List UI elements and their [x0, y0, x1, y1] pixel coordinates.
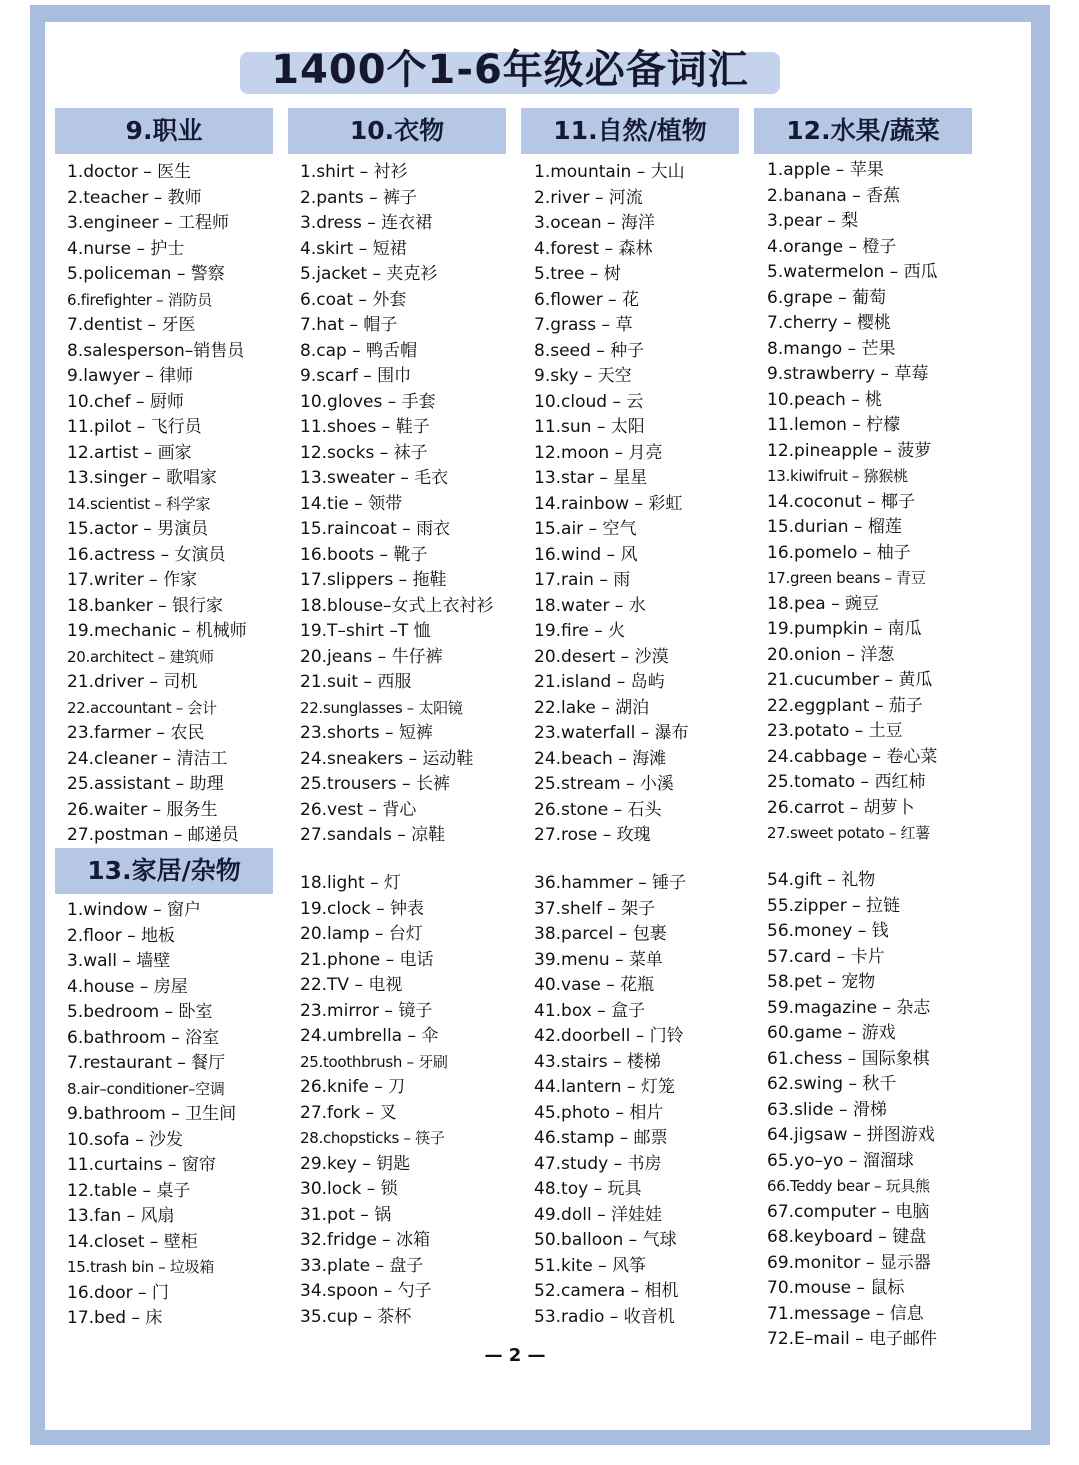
vocab-item: 26.carrot – 胡萝卜: [767, 797, 915, 818]
vocab-item: 50.balloon – 气球: [534, 1230, 677, 1250]
vocab-item: 33.plate – 盘子: [300, 1255, 424, 1276]
vocab-item: 6.flower – 花: [534, 289, 639, 310]
vocab-item: 14.rainbow – 彩虹: [534, 493, 683, 514]
vocab-item: 24.beach – 海滩: [534, 748, 667, 769]
vocab-item: 10.peach – 桃: [767, 389, 883, 410]
vocab-item: 39.menu – 菜单: [534, 949, 663, 970]
vocab-item: 40.vase – 花瓶: [534, 975, 655, 995]
vocab-item: 17.slippers – 拖鞋: [300, 570, 447, 590]
vocab-item: 12.moon – 月亮: [534, 442, 663, 463]
vocab-item: 9.sky – 天空: [534, 366, 632, 386]
vocab-item: 62.swing – 秋千: [767, 1074, 897, 1094]
vocab-item: 23.farmer – 农民: [67, 723, 205, 743]
vocab-item: 13.kiwifruit – 猕猴桃: [767, 467, 908, 485]
vocab-item: 72.E–mail – 电子邮件: [767, 1329, 938, 1349]
vocab-item: 6.grape – 葡萄: [767, 287, 886, 308]
vocab-item: 56.money – 钱: [767, 921, 889, 941]
vocab-item: 10.sofa – 沙发: [67, 1129, 184, 1150]
vocab-item: 63.slide – 滑梯: [767, 1099, 887, 1120]
vocab-item: 11.pilot – 飞行员: [67, 417, 202, 437]
vocab-item: 70.mouse – 鼠标: [767, 1278, 905, 1298]
vocab-item: 24.cleaner – 清洁工: [67, 748, 228, 769]
vocab-item: 15.air – 空气: [534, 519, 637, 539]
vocab-item: 12.table – 桌子: [67, 1180, 191, 1201]
page-number: — 2 —: [484, 1345, 546, 1366]
vocab-item: 27.sweet potato – 红薯: [767, 824, 930, 842]
vocab-item: 11.lemon – 柠檬: [767, 415, 901, 435]
vocab-item: 5.bedroom – 卧室: [67, 1002, 213, 1022]
vocab-item: 49.doll – 洋娃娃: [534, 1204, 662, 1225]
word-list-fruits: [767, 158, 987, 847]
vocab-item: 15.durian – 榴莲: [767, 517, 902, 537]
vocab-item: 2.pants – 裤子: [300, 187, 418, 208]
vocab-item: 4.house – 房屋: [67, 976, 188, 997]
vocab-item: 18.pea – 豌豆: [767, 593, 880, 614]
vocab-item: 27.postman – 邮递员: [67, 825, 239, 845]
vocab-item: 5.policeman – 警察: [67, 264, 225, 284]
section-heading-nature: 11.自然/植物: [521, 108, 739, 154]
vocab-item: 14.coconut – 椰子: [767, 491, 916, 512]
vocab-item: 1.shirt – 衬衫: [300, 162, 408, 182]
vocab-item: 11.shoes – 鞋子: [300, 417, 430, 437]
vocab-item: 10.cloud – 云: [534, 391, 644, 412]
vocab-item: 32.fridge – 冰箱: [300, 1230, 431, 1250]
vocab-item: 17.bed – 床: [67, 1308, 163, 1328]
vocab-item: 22.accountant – 会计: [67, 698, 217, 717]
vocab-item: 23.mirror – 镜子: [300, 1000, 433, 1021]
vocab-item: 18.water – 水: [534, 595, 646, 616]
vocab-item: 1.mountain – 大山: [534, 162, 685, 182]
vocab-item: 21.driver – 司机: [67, 672, 198, 692]
vocab-item: 45.photo – 相片: [534, 1102, 664, 1123]
vocab-item: 30.lock – 锁: [300, 1179, 398, 1199]
vocab-item: 3.engineer – 工程师: [67, 213, 229, 233]
vocab-item: 7.dentist – 牙医: [67, 315, 196, 335]
vocab-item: 17.writer – 作家: [67, 570, 198, 590]
section-heading-jobs: 9.职业: [55, 108, 273, 154]
word-list-home-continued-1: [300, 871, 515, 1330]
vocab-item: 65.yo–yo – 溜溜球: [767, 1150, 914, 1171]
vocab-item: 19.fire – 火: [534, 621, 626, 641]
section-heading-clothes: 10.衣物: [288, 108, 506, 154]
vocab-item: 3.dress – 连衣裙: [300, 213, 433, 233]
vocab-item: 26.knife – 刀: [300, 1077, 406, 1097]
vocab-item: 11.sun – 太阳: [534, 417, 645, 437]
vocab-item: 9.scarf – 围巾: [300, 366, 412, 386]
vocab-item: 20.jeans – 牛仔裤: [300, 646, 443, 667]
vocab-item: 59.magazine – 杂志: [767, 997, 931, 1018]
vocab-item: 58.pet – 宠物: [767, 972, 876, 992]
vocab-item: 16.wind – 风: [534, 544, 638, 565]
vocab-item: 51.kite – 风筝: [534, 1255, 647, 1276]
word-list-home-continued-3: [767, 868, 987, 1353]
vocab-item: 1.window – 窗户: [67, 900, 202, 920]
vocab-item: 6.coat – 外套: [300, 289, 407, 310]
vocab-item: 17.green beans – 青豆: [767, 569, 926, 587]
vocab-item: 27.sandals – 凉鞋: [300, 825, 446, 845]
vocab-item: 16.actress – 女演员: [67, 544, 226, 565]
vocab-item: 29.key – 钥匙: [300, 1153, 411, 1174]
vocab-item: 47.study – 书房: [534, 1153, 662, 1174]
vocab-item: 20.onion – 洋葱: [767, 644, 895, 665]
vocab-item: 7.cherry – 樱桃: [767, 313, 891, 333]
vocab-item: 8.seed – 种子: [534, 340, 645, 361]
vocab-item: 4.orange – 橙子: [767, 236, 897, 257]
word-list-clothes: [300, 160, 515, 849]
vocab-item: 24.cabbage – 卷心菜: [767, 746, 938, 767]
vocab-item: 19.pumpkin – 南瓜: [767, 619, 922, 639]
vocab-item: 18.light – 灯: [300, 873, 402, 893]
vocab-item: 14.closet – 壁柜: [67, 1231, 198, 1252]
vocab-item: 25.tomato – 西红柿: [767, 772, 926, 792]
vocab-item: 21.phone – 电话: [300, 949, 434, 970]
vocab-item: 10.gloves – 手套: [300, 391, 436, 412]
vocab-item: 71.message – 信息: [767, 1303, 924, 1324]
vocab-item: 12.artist – 画家: [67, 442, 192, 463]
vocab-item: 6.bathroom – 浴室: [67, 1027, 220, 1048]
vocab-item: 21.island – 岛屿: [534, 672, 665, 692]
vocab-item: 67.computer – 电脑: [767, 1201, 930, 1222]
vocab-item: 13.star – 星星: [534, 468, 648, 488]
vocab-item: 16.door – 门: [67, 1282, 169, 1303]
page-title: 1400个1-6年级必备词汇: [271, 47, 749, 93]
vocab-item: 9.strawberry – 草莓: [767, 364, 929, 384]
vocab-item: 20.architect – 建筑师: [67, 647, 214, 666]
vocab-item: 28.chopsticks – 筷子: [300, 1129, 445, 1147]
vocab-item: 4.nurse – 护士: [67, 238, 185, 259]
vocab-item: 53.radio – 收音机: [534, 1306, 675, 1327]
vocab-item: 24.umbrella – 伞: [300, 1026, 439, 1046]
vocab-item: 26.stone – 石头: [534, 799, 662, 820]
vocab-item: 2.river – 河流: [534, 187, 643, 208]
vocab-item: 18.banker – 银行家: [67, 595, 224, 616]
vocab-item: 23.shorts – 短裤: [300, 723, 433, 743]
vocab-item: 2.banana – 香蕉: [767, 185, 901, 206]
vocab-item: 35.cup – 茶杯: [300, 1306, 412, 1327]
vocab-item: 22.TV – 电视: [300, 975, 403, 995]
vocab-item: 14.scientist – 科学家: [67, 494, 211, 513]
vocab-item: 68.keyboard – 键盘: [767, 1227, 927, 1247]
vocab-item: 7.grass – 草: [534, 315, 633, 335]
vocab-item: 43.stairs – 楼梯: [534, 1051, 661, 1072]
vocab-item: 15.raincoat – 雨衣: [300, 519, 451, 539]
vocab-item: 7.restaurant – 餐厅: [67, 1053, 226, 1073]
vocab-item: 34.spoon – 勺子: [300, 1281, 432, 1301]
vocab-item: 19.mechanic – 机械师: [67, 621, 247, 641]
section-heading-fruits: 12.水果/蔬菜: [754, 108, 972, 154]
vocab-item: 16.boots – 靴子: [300, 544, 428, 565]
vocab-item: 36.hammer – 锤子: [534, 873, 687, 893]
vocab-item: 22.sunglasses – 太阳镜: [300, 698, 463, 717]
vocab-item: 1.apple – 苹果: [767, 160, 884, 180]
vocab-item: 61.chess – 国际象棋: [767, 1048, 930, 1069]
vocab-item: 6.firefighter – 消防员: [67, 290, 212, 309]
vocab-item: 25.trousers – 长裤: [300, 774, 450, 794]
vocab-item: 3.ocean – 海洋: [534, 213, 655, 233]
vocab-item: 15.trash bin – 垃圾箱: [67, 1258, 215, 1276]
word-list-home: [67, 898, 277, 1332]
vocab-item: 13.fan – 风扇: [67, 1206, 175, 1226]
vocab-item: 2.floor – 地板: [67, 925, 176, 946]
vocab-item: 66.Teddy bear – 玩具熊: [767, 1177, 930, 1195]
vocab-item: 13.singer – 歌唱家: [67, 468, 217, 488]
vocab-item: 20.desert – 沙漠: [534, 646, 669, 667]
vocab-item: 21.cucumber – 黄瓜: [767, 670, 933, 690]
vocab-item: 23.waterfall – 瀑布: [534, 723, 689, 743]
vocab-item: 26.waiter – 服务生: [67, 799, 218, 820]
vocab-item: 1.doctor – 医生: [67, 162, 192, 182]
vocab-item: 9.bathroom – 卫生间: [67, 1104, 237, 1124]
vocab-item: 4.skirt – 短裙: [300, 238, 407, 259]
vocab-item: 12.pineapple – 菠萝: [767, 440, 932, 461]
section-heading-home: 13.家居/杂物: [55, 848, 273, 894]
vocab-item: 27.rose – 玫瑰: [534, 825, 651, 845]
vocab-item: 8.cap – 鸭舌帽: [300, 340, 418, 361]
vocab-item: 37.shelf – 架子: [534, 898, 656, 919]
vocab-item: 25.assistant – 助理: [67, 774, 224, 794]
vocab-item: 3.wall – 墙壁: [67, 951, 171, 971]
word-list-jobs: [67, 160, 277, 849]
vocab-item: 44.lantern – 灯笼: [534, 1077, 675, 1097]
word-list-home-continued-2: [534, 871, 749, 1330]
vocab-item: 5.tree – 树: [534, 264, 621, 284]
vocab-item: 55.zipper – 拉链: [767, 895, 901, 916]
vocab-item: 13.sweater – 毛衣: [300, 468, 449, 488]
vocab-item: 46.stamp – 邮票: [534, 1128, 668, 1148]
vocab-item: 64.jigsaw – 拼图游戏: [767, 1125, 935, 1145]
vocab-item: 52.camera – 相机: [534, 1281, 679, 1301]
vocab-item: 31.pot – 锅: [300, 1204, 392, 1225]
vocab-item: 10.chef – 厨师: [67, 391, 184, 412]
vocab-item: 18.blouse–女式上衣衬衫: [300, 595, 494, 616]
vocab-item: 60.game – 游戏: [767, 1023, 896, 1043]
vocab-item: 2.teacher – 教师: [67, 187, 202, 208]
vocab-item: 69.monitor – 显示器: [767, 1252, 931, 1273]
vocab-item: 16.pomelo – 柚子: [767, 542, 911, 563]
vocab-item: 42.doorbell – 门铃: [534, 1026, 684, 1046]
vocab-item: 57.card – 卡片: [767, 946, 885, 967]
vocab-item: 22.eggplant – 茄子: [767, 695, 923, 716]
vocab-item: 41.box – 盒子: [534, 1000, 646, 1021]
vocab-item: 24.sneakers – 运动鞋: [300, 748, 474, 769]
vocab-item: 19.clock – 钟表: [300, 898, 425, 919]
vocab-item: 8.mango – 芒果: [767, 338, 896, 359]
vocab-item: 11.curtains – 窗帘: [67, 1155, 216, 1175]
vocab-item: 38.parcel – 包裹: [534, 924, 667, 944]
vocab-item: 26.vest – 背心: [300, 799, 417, 820]
vocab-item: 19.T–shirt –T 恤: [300, 621, 431, 641]
vocab-item: 8.salesperson–销售员: [67, 340, 245, 361]
vocab-item: 25.toothbrush – 牙刷: [300, 1052, 448, 1071]
word-list-nature: [534, 160, 749, 849]
vocab-item: 8.air–conditioner–空调: [67, 1079, 225, 1098]
vocab-item: 5.watermelon – 西瓜: [767, 262, 938, 282]
vocab-item: 22.lake – 湖泊: [534, 697, 650, 718]
vocab-item: 48.toy – 玩具: [534, 1179, 642, 1199]
vocab-item: 4.forest – 森林: [534, 238, 653, 259]
vocab-item: 27.fork – 叉: [300, 1102, 397, 1123]
vocab-item: 54.gift – 礼物: [767, 870, 876, 890]
vocab-item: 15.actor – 男演员: [67, 519, 209, 539]
vocab-item: 21.suit – 西服: [300, 672, 412, 692]
vocab-item: 14.tie – 领带: [300, 493, 403, 514]
vocab-item: 23.potato – 土豆: [767, 721, 903, 741]
vocab-item: 12.socks – 袜子: [300, 442, 428, 463]
vocab-item: 25.stream – 小溪: [534, 774, 674, 794]
vocab-item: 3.pear – 梨: [767, 211, 859, 231]
vocab-item: 9.lawyer – 律师: [67, 366, 194, 386]
vocab-item: 20.lamp – 台灯: [300, 924, 423, 944]
vocab-item: 5.jacket – 夹克衫: [300, 264, 438, 284]
vocab-item: 17.rain – 雨: [534, 570, 631, 590]
vocab-item: 7.hat – 帽子: [300, 315, 398, 335]
